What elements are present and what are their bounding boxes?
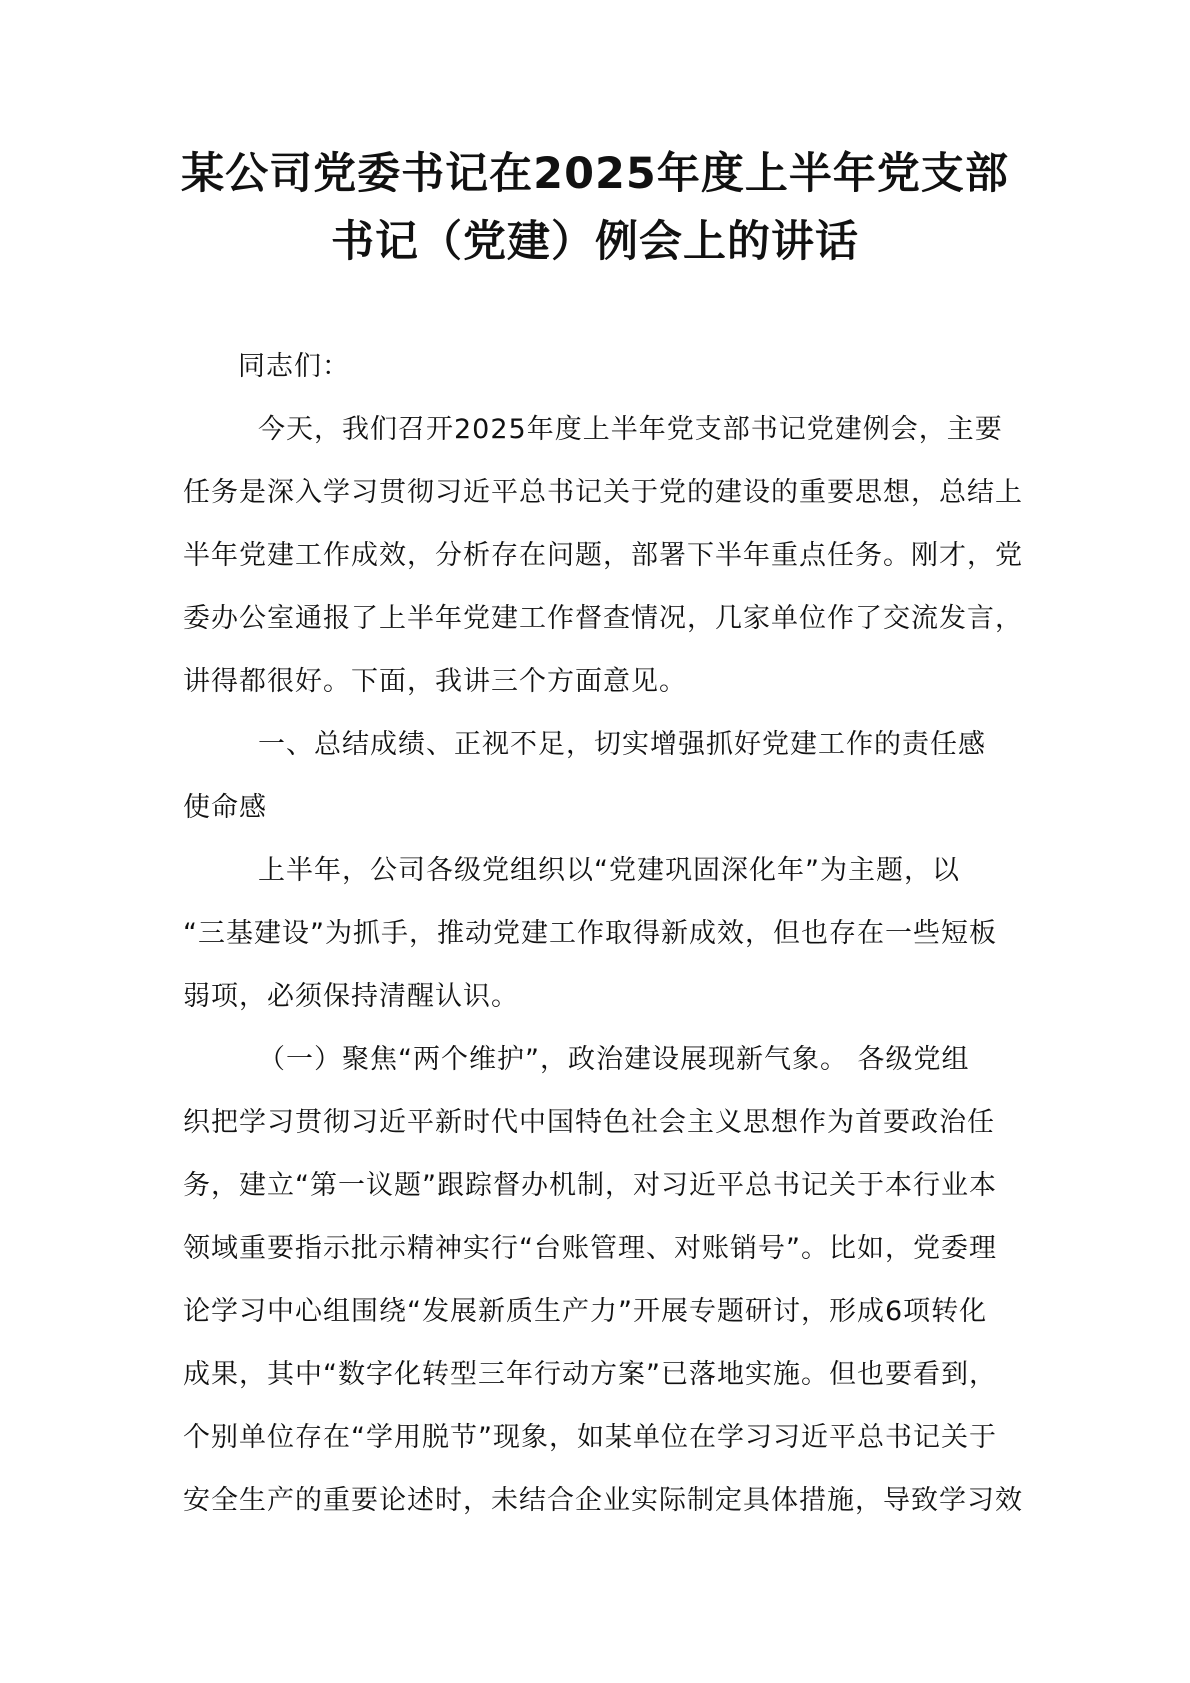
document-body (183, 335, 1023, 1532)
paragraph-line: 成果，其中“数字化转型三年行动方案”已落地实施。但也要看到， (183, 1359, 997, 1390)
paragraph-line: 务，建立“第一议题”跟踪督办机制，对习近平总书记关于本行业本 (183, 1170, 997, 1201)
title-line-2: 书记（党建）例会上的讲话 (331, 217, 859, 267)
paragraph-line: “三基建设”为抓手，推动党建工作取得新成效，但也存在一些短板 (183, 918, 997, 949)
paragraph-line: 讲得都很好。下面，我讲三个方面意见。 (183, 666, 687, 697)
paragraph-line: 弱项，必须保持清醒认识。 (183, 981, 519, 1012)
paragraph-line: 织把学习贯彻习近平新时代中国特色社会主义思想作为首要政治任 (183, 1107, 995, 1138)
paragraph-line: （一）聚焦“两个维护”，政治建设展现新气象。 各级党组 (258, 1044, 970, 1075)
title-line-1: 某公司党委书记在2025年度上半年党支部 (181, 149, 1009, 199)
paragraph-line: 委办公室通报了上半年党建工作督查情况，几家单位作了交流发言， (183, 603, 1023, 634)
paragraph-line: 领域重要指示批示精神实行“台账管理、对账销号”。比如，党委理 (183, 1233, 997, 1264)
paragraph-line: 上半年，公司各级党组织以“党建巩固深化年”为主题，以 (258, 855, 960, 886)
section-heading-1 (183, 713, 1015, 839)
paragraph-summary (183, 839, 1015, 1028)
heading-line: 一、总结成绩、正视不足，切实增强抓好党建工作的责任感 (258, 729, 986, 760)
paragraph-line: 个别单位存在“学用脱节”现象，如某单位在学习习近平总书记关于 (183, 1422, 997, 1453)
paragraph-line: 今天，我们召开2025年度上半年党支部书记党建例会，主要 (258, 414, 1003, 445)
paragraph-opening (183, 398, 1023, 713)
salutation: 同志们： (238, 351, 350, 382)
paragraph-political-building (183, 1028, 1023, 1532)
paragraph-line: 论学习中心组围绕“发展新质生产力”开展专题研讨，形成6项转化 (183, 1296, 988, 1327)
heading-line: 使命感 (183, 792, 267, 823)
document-title (160, 140, 1030, 276)
paragraph-line: 半年党建工作成效，分析存在问题，部署下半年重点任务。刚才，党 (183, 540, 1023, 571)
paragraph-line: 任务是深入学习贯彻习近平总书记关于党的建设的重要思想，总结上 (183, 477, 1023, 508)
paragraph-line: 安全生产的重要论述时，未结合企业实际制定具体措施，导致学习效 (183, 1485, 1023, 1516)
